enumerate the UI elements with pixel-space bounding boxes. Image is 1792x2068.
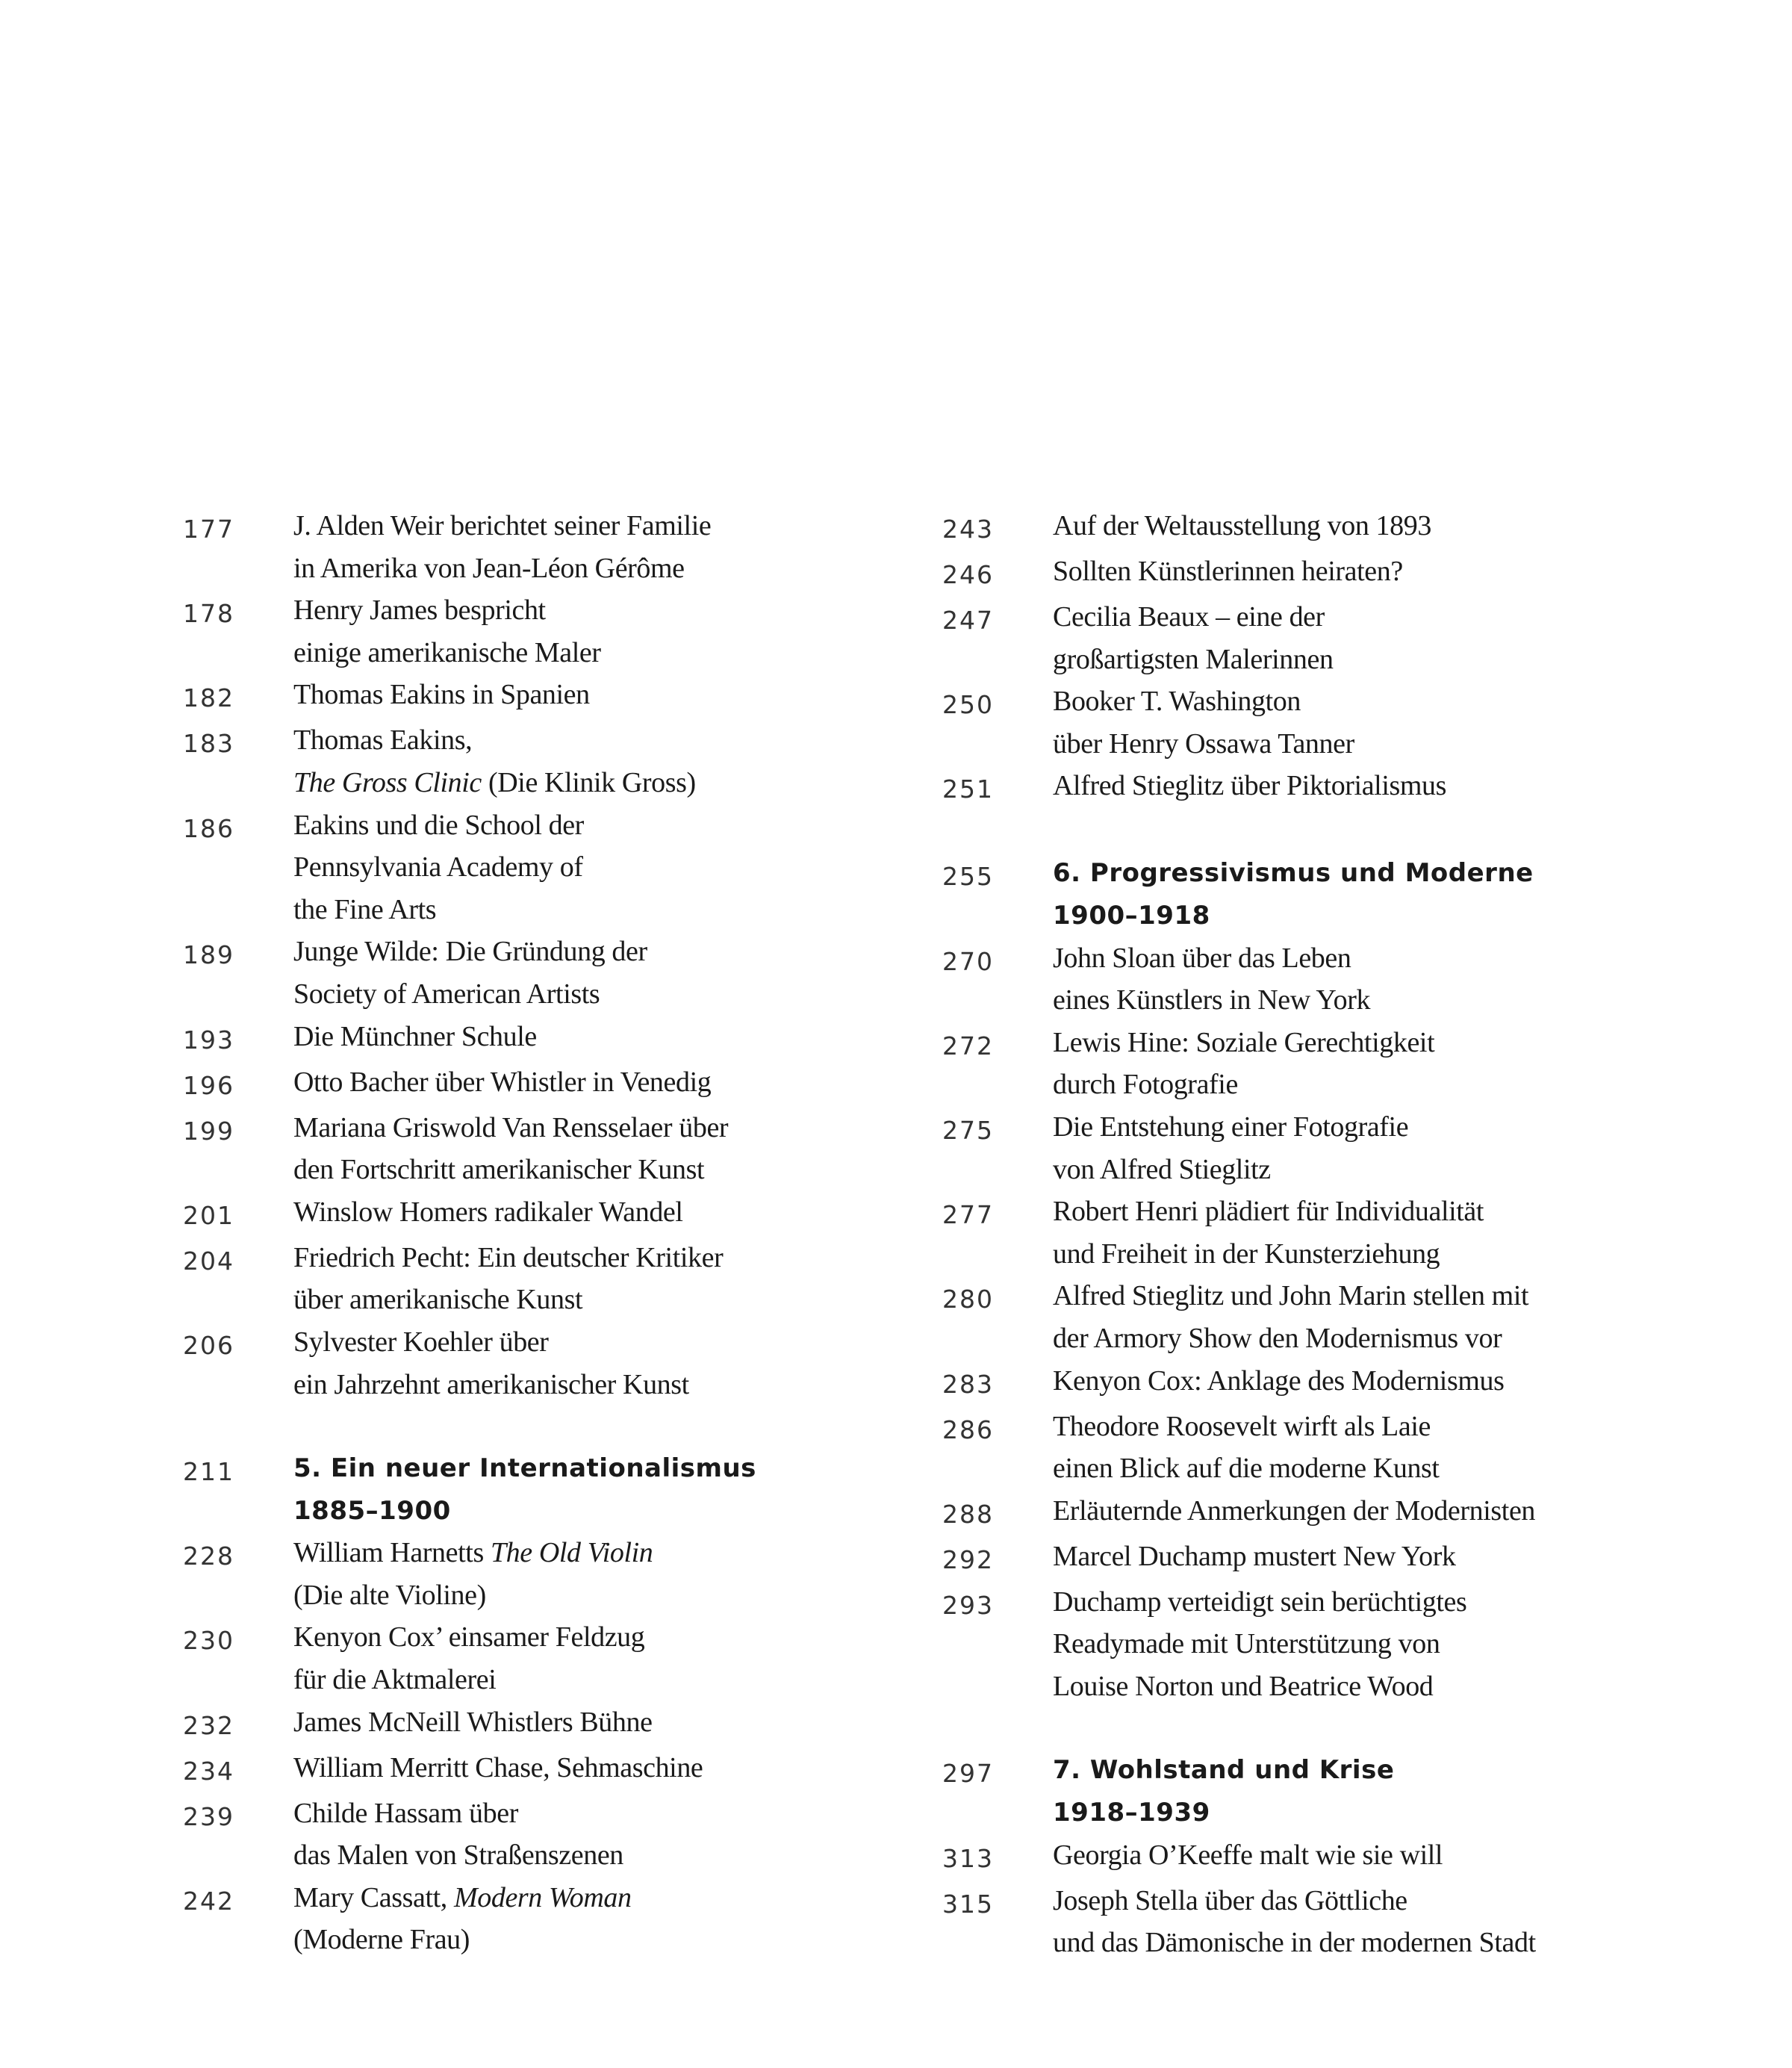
page-number: 242 [183,1886,234,1916]
title-line [293,1532,653,1574]
entry-title [293,1016,537,1058]
title-line: einen Blick auf die moderne Kunst [1053,1453,1440,1485]
page-number: 277 [942,1200,994,1230]
title-line: Readymade mit Unterstützung von [1053,1628,1440,1660]
entry-title [1053,1106,1408,1190]
title-line: William Merritt Chase, Sehmaschine [293,1751,703,1783]
toc-entry [942,596,1689,680]
title-line: für die Aktmalerei [293,1664,497,1696]
title-line [293,1877,632,1919]
title-line: Pennsylvania Academy of [293,851,583,884]
toc-entry [183,1321,930,1406]
entry-title [293,1532,653,1616]
entry-title [293,1701,653,1744]
entry-title [293,1321,689,1406]
entry-title [293,1447,756,1532]
toc-entry [183,1061,930,1107]
toc-entry [183,1191,930,1237]
title-line: das Malen von Straßenszenen [293,1839,623,1872]
toc-entry [183,1877,930,1961]
page-number: 297 [942,1759,994,1789]
toc-column-left [183,505,930,1961]
entry-title [1053,1022,1434,1106]
title-line: (Die alte Violine) [293,1579,486,1611]
page-number: 251 [942,774,994,804]
toc-column-right [942,505,1689,1964]
toc-section-heading [942,1749,1689,1833]
toc-entry [183,674,930,719]
title-line: Thomas Eakins in Spanien [293,679,590,711]
title-line: den Fortschritt amerikanischer Kunst [293,1154,705,1186]
page-number: 193 [183,1025,234,1055]
entry-title [1053,765,1446,807]
page-number: 189 [183,940,234,970]
italic-title: The Gross Clinic [293,766,482,798]
toc-entry [942,1022,1689,1106]
title-line: und das Dämonische in der modernen Stadt [1053,1927,1536,1959]
title-line: Friedrich Pecht: Ein deutscher Kritiker [293,1241,724,1273]
title-line: Joseph Stella über das Göttliche [1053,1884,1407,1916]
title-line: Winslow Homers radikaler Wandel [293,1196,683,1228]
title-line: Henry James bespricht [293,594,546,627]
toc-entry [183,1107,930,1191]
page-number: 232 [183,1710,234,1740]
page-number: 186 [183,813,234,843]
toc-entry [942,1880,1689,1964]
title-line: Erläuternde Anmerkungen der Modernisten [1053,1494,1536,1527]
entry-title [293,1061,711,1104]
title-line: Sollten Künstlerinnen heiraten? [1053,556,1403,587]
page-number: 246 [942,560,994,589]
entry-title [1053,1749,1394,1833]
entry-title [1053,1190,1484,1275]
title-suffix: (Die Klinik Gross) [481,766,696,798]
entry-title [1053,680,1354,765]
page-number: 247 [942,606,994,635]
entry-title [293,674,590,716]
page-number: 292 [942,1544,994,1574]
toc-entry [183,1616,930,1701]
title-line: Mariana Griswold Van Rensselaer über [293,1111,729,1143]
title-line: James McNeill Whistlers Bühne [293,1706,653,1738]
entry-title [1053,1536,1456,1578]
title-line: Alfred Stieglitz und John Marin stellen mit [1053,1280,1529,1312]
entry-title [293,1237,723,1321]
title-line: Kenyon Cox’ einsamer Feldzug [293,1621,645,1654]
entry-title [293,931,647,1015]
entry-title [1053,1275,1528,1359]
page-number: 275 [942,1115,994,1145]
title-line: J. Alden Weir berichtet seiner Familie [293,510,712,541]
page-number: 199 [183,1116,234,1146]
toc-entry [183,589,930,674]
toc-entry [183,719,930,804]
page-number: 288 [942,1499,994,1529]
toc-entry [942,1275,1689,1359]
entry-title [1053,1834,1443,1877]
title-line: Duchamp verteidigt sein berüchtigtes [1053,1586,1467,1618]
title-line: Kenyon Cox: Anklage des Modernismus [1053,1364,1505,1397]
title-line: Robert Henri plädiert für Individualität [1053,1196,1484,1228]
page-number: 230 [183,1626,234,1656]
title-line: Society of American Artists [293,978,600,1010]
title-line: eines Künstlers in New York [1053,984,1371,1016]
title-line: Sylvester Koehler über [293,1326,549,1358]
toc-entry [942,765,1689,810]
page-number: 204 [183,1246,234,1276]
toc-entry [942,1536,1689,1581]
page-number: 315 [942,1889,994,1919]
page-number: 280 [942,1285,994,1314]
title-line: Alfred Stieglitz über Piktorialismus [1053,770,1447,802]
title-line: und Freiheit in der Kunsterziehung [1053,1238,1440,1270]
toc-entry [942,1581,1689,1708]
italic-title: The Old Violin [490,1537,653,1569]
title-line: über Henry Ossawa Tanner [1053,727,1354,760]
title-line: 1918–1939 [1053,1798,1210,1828]
toc-entry [942,550,1689,596]
page-number: 293 [942,1590,994,1620]
title-prefix: Mary Cassatt, [293,1881,454,1913]
entry-title [293,804,584,931]
entry-title [293,1747,703,1789]
entry-title [1053,1406,1440,1490]
title-line: 1900–1918 [1053,900,1210,931]
page-number: 178 [183,599,234,629]
page-number: 182 [183,683,234,713]
toc-entry [942,1834,1689,1880]
page-number: 183 [183,729,234,759]
entry-title [293,1877,632,1961]
title-line: Marcel Duchamp mustert New York [1053,1540,1456,1572]
page-number: 196 [183,1070,234,1100]
toc-section-heading [942,852,1689,937]
title-line: Auf der Weltausstellung von 1893 [1053,510,1431,541]
title-line: Junge Wilde: Die Gründung der [293,936,647,968]
title-line: Cecilia Beaux – eine der [1053,601,1325,633]
page-number: 286 [942,1415,994,1444]
title-prefix: William Harnetts [293,1537,491,1569]
toc-entry [183,1701,930,1747]
page-number: 206 [183,1330,234,1360]
title-line: einige amerikanische Maler [293,636,601,668]
title-line: Georgia O’Keeffe malt wie sie will [1053,1839,1443,1871]
page-number: 283 [942,1369,994,1399]
title-line: über amerikanische Kunst [293,1284,583,1316]
title-line: John Sloan über das Leben [1053,942,1351,974]
toc-entry [942,680,1689,765]
entry-title [293,719,696,804]
entry-title [293,1191,683,1234]
entry-title [293,1616,644,1701]
toc-entry [942,1490,1689,1536]
title-line: 6. Progressivismus und Moderne [1053,858,1534,889]
title-line: Die Münchner Schule [293,1020,537,1052]
toc-entry [942,505,1689,550]
title-line: Childe Hassam über [293,1797,518,1829]
entry-title [293,1107,728,1191]
title-line: von Alfred Stieglitz [1053,1153,1271,1185]
title-line: 1885–1900 [293,1495,451,1526]
title-line: in Amerika von Jean-Léon Gérôme [293,552,685,584]
entry-title [1053,550,1403,593]
title-line: ein Jahrzehnt amerikanischer Kunst [293,1368,689,1400]
title-line: Theodore Roosevelt wirft als Laie [1053,1410,1431,1442]
toc-entry [183,804,930,931]
title-line: Die Entstehung einer Fotografie [1053,1111,1409,1143]
entry-title [1053,596,1334,680]
toc-entry [942,1406,1689,1490]
page-number: 234 [183,1756,234,1786]
title-line: 5. Ein neuer Internationalismus [293,1453,756,1484]
title-line: Eakins und die School der [293,809,584,841]
page-number: 255 [942,862,994,892]
toc-entry [183,1532,930,1616]
title-line: (Moderne Frau) [293,1924,470,1956]
italic-title: Modern Woman [453,1881,632,1913]
entry-title [293,1792,623,1877]
page-number: 177 [183,515,234,544]
title-line: Lewis Hine: Soziale Gerechtigkeit [1053,1026,1435,1058]
toc-entry [183,931,930,1015]
toc-entry [942,937,1689,1022]
entry-title [293,505,711,589]
page-number: 201 [183,1200,234,1230]
entry-title [1053,1360,1505,1403]
title-line: der Armory Show den Modernismus vor [1053,1322,1502,1354]
entry-title [293,589,601,674]
toc-entry [183,1747,930,1792]
title-line: durch Fotografie [1053,1069,1238,1101]
toc-entry [942,1360,1689,1406]
title-line: Thomas Eakins, [293,724,473,757]
page-number: 270 [942,946,994,976]
toc-section-heading [183,1447,930,1532]
title-line: Otto Bacher über Whistler in Venedig [293,1066,712,1098]
toc-entry [942,1190,1689,1275]
toc-entry [183,1237,930,1321]
entry-title [1053,505,1431,547]
entry-title [1053,1880,1536,1964]
page-number: 250 [942,690,994,720]
entry-title [1053,1581,1466,1708]
toc-entry [183,1016,930,1061]
toc-entry [183,1792,930,1877]
page-number: 228 [183,1541,234,1571]
entry-title [1053,852,1534,937]
page-number: 239 [183,1801,234,1831]
title-line: großartigsten Malerinnen [1053,643,1334,675]
title-line: 7. Wohlstand und Krise [1053,1755,1395,1786]
title-line: the Fine Arts [293,893,437,925]
page-number: 211 [183,1457,234,1487]
entry-title [1053,1490,1535,1533]
title-line: Booker T. Washington [1053,686,1301,718]
title-line: Louise Norton und Beatrice Wood [1053,1670,1434,1702]
page-number: 243 [942,515,994,544]
page-number: 313 [942,1843,994,1873]
toc-entry [942,1106,1689,1190]
page-number: 272 [942,1031,994,1061]
entry-title [1053,937,1370,1022]
toc-entry [183,505,930,589]
title-line [293,762,696,804]
